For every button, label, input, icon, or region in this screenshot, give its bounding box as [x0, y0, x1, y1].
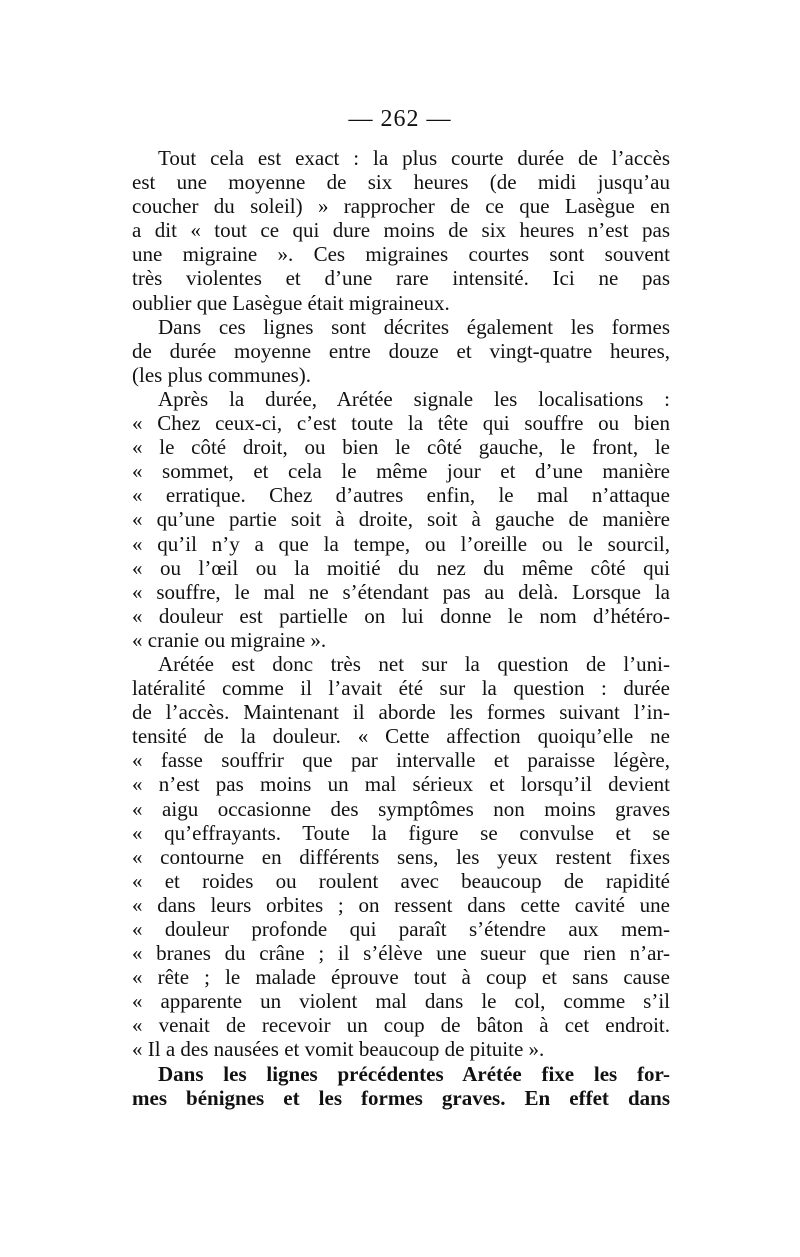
- text-line: une migraine ». Ces migraines courtes sont souvent: [132, 242, 670, 267]
- text-line: « ou l’œil ou la moitié du nez du même côté qui: [132, 555, 670, 580]
- text-line: mes bénignes et les formes graves. En effet dans: [132, 1085, 670, 1110]
- text-line: « n’est pas moins un mal sérieux et lorsqu’il devient: [132, 772, 670, 797]
- text-line: oublier que Lasègue était migraineux.: [132, 290, 450, 315]
- text-line: « cranie ou migraine ».: [132, 627, 327, 652]
- page-number: — 262 —: [348, 106, 452, 132]
- text-line: latéralité comme il l’avait été sur la question : durée: [132, 676, 670, 701]
- text-line: « aigu occasionne des symptômes non moins graves: [132, 796, 670, 821]
- text-line: « branes du crâne ; il s’élève une sueur que rien n’ar-: [132, 941, 670, 966]
- text-line: très violentes et d’une rare intensité. Ici ne pas: [132, 266, 670, 291]
- text-line: « Il a des nausées et vomit beaucoup de pituite ».: [132, 1037, 545, 1062]
- text-line: Tout cela est exact : la plus courte durée de l’accès: [158, 146, 670, 170]
- page-text-body: [132, 146, 670, 1110]
- text-line: coucher du soleil) » rapprocher de ce que Lasègue en: [132, 194, 670, 219]
- text-line: est une moyenne de six heures (de midi jusqu’au: [132, 170, 670, 195]
- text-line: « qu’effrayants. Toute la figure se convulse et se: [132, 820, 670, 845]
- text-line: « Chez ceux-ci, c’est toute la tête qui souffre ou bien: [132, 411, 670, 436]
- text-line: a dit « tout ce qui dure moins de six heures n’est pas: [132, 218, 670, 243]
- text-line: « douleur est partielle on lui donne le nom d’hétéro-: [132, 603, 670, 628]
- text-line: « souffre, le mal ne s’étendant pas au delà. Lorsque la: [132, 579, 670, 604]
- text-line: « contourne en différents sens, les yeux restent fixes: [132, 844, 670, 869]
- text-line: « apparente un violent mal dans le col, comme s’il: [132, 989, 670, 1014]
- text-line: « dans leurs orbites ; on ressent dans cette cavité une: [132, 892, 670, 917]
- text-line: Dans les lignes précédentes Arétée fixe les for-: [158, 1061, 670, 1086]
- text-line: « douleur profonde qui paraît s’étendre aux mem-: [132, 917, 670, 941]
- text-line: (les plus communes).: [132, 362, 312, 387]
- text-line: « qu’une partie soit à droite, soit à gauche de manière: [132, 507, 670, 532]
- text-line: Dans ces lignes sont décrites également les formes: [158, 314, 670, 339]
- text-line: « et roides ou roulent avec beaucoup de rapidité: [132, 868, 670, 893]
- text-line: de durée moyenne entre douze et vingt-quatre heures,: [132, 338, 670, 363]
- text-line: « fasse souffrir que par intervalle et paraisse légère,: [132, 748, 670, 773]
- text-line: « venait de recevoir un coup de bâton à cet endroit.: [132, 1013, 670, 1038]
- text-line: tensité de la douleur. « Cette affection quoiqu’elle ne: [132, 724, 670, 749]
- text-line: « erratique. Chez d’autres enfin, le mal n’attaque: [132, 483, 670, 508]
- text-line: « rête ; le malade éprouve tout à coup et sans cause: [132, 965, 670, 990]
- text-line: « le côté droit, ou bien le côté gauche, le front, le: [132, 435, 670, 460]
- text-line: Après la durée, Arétée signale les localisations :: [158, 386, 670, 411]
- text-line: « sommet, et cela le même jour et d’une manière: [132, 459, 670, 484]
- text-line: Arétée est donc très net sur la question de l’uni-: [158, 651, 670, 676]
- text-line: de l’accès. Maintenant il aborde les formes suivant l’in-: [132, 700, 670, 725]
- text-line: « qu’il n’y a que la tempe, ou l’oreille ou le sourcil,: [132, 531, 670, 556]
